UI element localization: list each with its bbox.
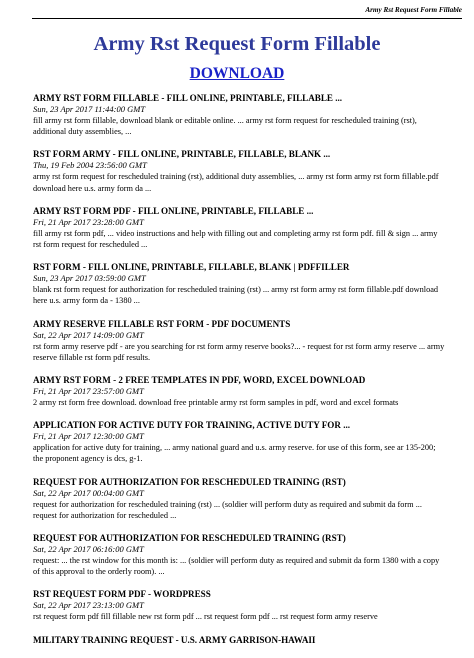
result-snippet: 2 army rst form free download. download free printable army rst form samples in pdf, word and excel formats	[33, 398, 399, 408]
result-snippet: fill army rst form pdf, ... video instructions and help with filling out and completing army rst form pdf. fill & sign ... army rst form request for rescheduled ...	[33, 228, 438, 250]
result-date: Fri, 21 Apr 2017 23:28:00 GMT	[33, 216, 144, 227]
result-title[interactable]: ARMY RST FORM - 2 FREE TEMPLATES IN PDF, WORD, EXCEL DOWNLOAD	[33, 375, 366, 386]
download-link[interactable]: DOWNLOAD	[189, 65, 285, 82]
result-title[interactable]: MILITARY TRAINING REQUEST - U.S. ARMY GARRISON-HAWAII	[33, 634, 316, 645]
result-snippet: blank rst form request for authorization for rescheduled training (rst) ... army rst form army rst form fillable.pdf download here u.s. army form da - 1380 ...	[33, 285, 439, 306]
result-title[interactable]: APPLICATION FOR ACTIVE DUTY FOR TRAINING, ACTIVE DUTY FOR ...	[33, 420, 351, 431]
result-item	[33, 477, 445, 521]
result-item	[33, 533, 445, 577]
result-snippet: fill army rst form fillable, download blank or editable online. ... army rst form request for rescheduled training (rst), additional duty assemblies, ...	[33, 116, 417, 137]
result-date: Sat, 22 Apr 2017 14:09:00 GMT	[33, 329, 144, 340]
result-snippet: request for authorization for rescheduled training (rst) ... (soldier will perform duty as required and submit da form ... request for authorization for rescheduled ...	[33, 499, 422, 520]
result-item	[33, 149, 445, 193]
result-item	[33, 589, 445, 622]
result-date: Sun, 23 Apr 2017 03:59:00 GMT	[33, 273, 146, 284]
result-item	[33, 206, 445, 250]
result-snippet: request: ... the rst window for this month is: ... (soldier will perform duty as required and submit da form 1380 with a copy of this approval to the orderly room). ...	[33, 556, 440, 577]
result-date: Thu, 19 Feb 2004 23:56:00 GMT	[33, 160, 147, 171]
result-item	[33, 635, 445, 646]
result-title[interactable]: ARMY RST FORM FILLABLE - FILL ONLINE, PRINTABLE, FILLABLE ...	[33, 93, 343, 103]
result-item	[33, 420, 445, 464]
result-snippet: rst form army reserve pdf - are you searching for rst form army reserve books?... - request for rst form army reserve ... army reserve fillable rst form pdf results.	[33, 341, 445, 362]
page-title: Army Rst Request Form Fillable	[93, 33, 381, 55]
result-item	[33, 375, 445, 408]
result-snippet: application for active duty for training, ... army national guard and u.s. army reserve. for use of this form, see ar 135-200; the proponent agency is dcs, g-1.	[33, 443, 436, 464]
result-title[interactable]: RST REQUEST FORM PDF - WORDPRESS	[33, 589, 211, 600]
result-date: Fri, 21 Apr 2017 23:57:00 GMT	[33, 386, 144, 397]
result-title[interactable]: RST FORM ARMY - FILL ONLINE, PRINTABLE, FILLABLE, BLANK ...	[33, 149, 331, 160]
header-rule	[32, 18, 462, 19]
result-snippet: army rst form request for rescheduled training (rst), additional duty assemblies, ... army rst form army rst form fillable.pdf download here u.s. army form da ...	[33, 172, 439, 193]
result-snippet: rst request form pdf fill fillable new rst form pdf ... rst request form pdf ... rst request form army reserve	[33, 612, 378, 622]
result-title[interactable]: RST FORM - FILL ONLINE, PRINTABLE, FILLABLE, BLANK | PDFFILLER	[33, 262, 350, 273]
search-results-list	[33, 93, 445, 658]
result-date: Sat, 22 Apr 2017 23:13:00 GMT	[33, 600, 144, 611]
result-title[interactable]: ARMY RESERVE FILLABLE RST FORM - PDF DOCUMENTS	[33, 318, 291, 329]
result-date: Sat, 22 Apr 2017 06:16:00 GMT	[33, 544, 144, 555]
result-date: Sat, 22 Apr 2017 00:04:00 GMT	[33, 487, 144, 498]
result-title[interactable]: REQUEST FOR AUTHORIZATION FOR RESCHEDULED TRAINING (RST)	[33, 533, 346, 544]
result-item	[33, 93, 445, 137]
result-date: Sun, 23 Apr 2017 11:44:00 GMT	[33, 104, 146, 114]
result-date: Fri, 21 Apr 2017 12:30:00 GMT	[33, 431, 144, 442]
result-item	[33, 319, 445, 363]
result-title[interactable]: ARMY RST FORM PDF - FILL ONLINE, PRINTABLE, FILLABLE ...	[33, 205, 314, 216]
running-header: Army Rst Request Form Fillable	[365, 6, 462, 14]
result-item	[33, 262, 445, 306]
result-title[interactable]: REQUEST FOR AUTHORIZATION FOR RESCHEDULED TRAINING (RST)	[33, 476, 346, 487]
